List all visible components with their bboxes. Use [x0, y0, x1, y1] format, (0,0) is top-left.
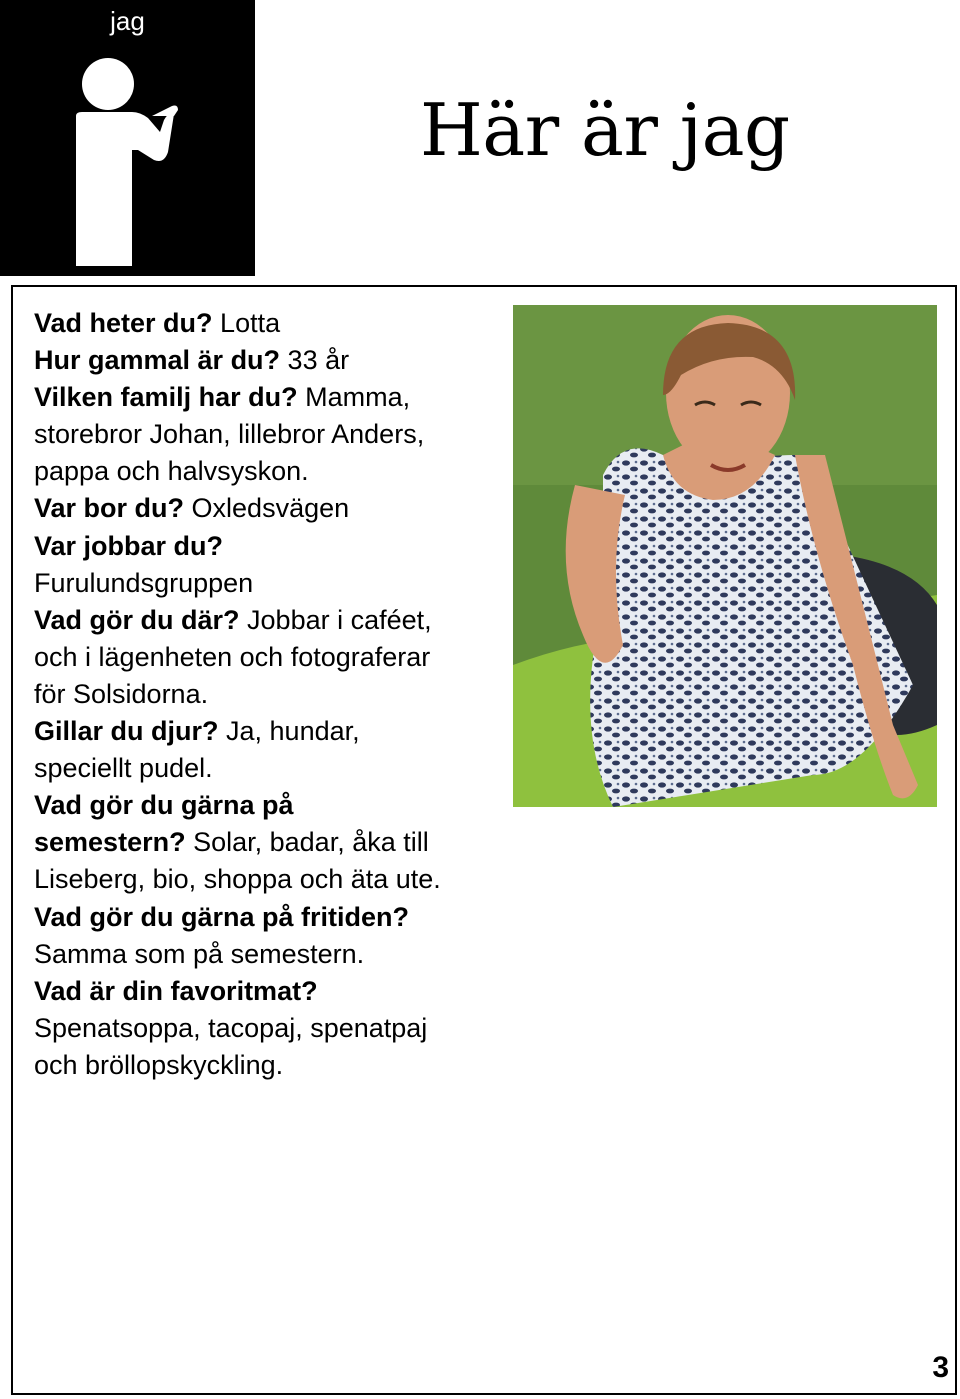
question: Gillar du djur?	[34, 716, 219, 747]
qa-line	[34, 713, 504, 750]
answer: Ja, hundar,	[218, 716, 360, 747]
answer: Spenatsoppa, tacopaj, spenatpaj	[34, 1012, 428, 1043]
answer: 33 år	[280, 345, 350, 376]
answer: Solar, badar, åka till	[185, 827, 429, 858]
qa-line	[34, 490, 504, 527]
qa-line	[34, 973, 504, 1010]
answer: för Solsidorna.	[34, 678, 209, 709]
question: Vad gör du gärna på fritiden?	[34, 901, 410, 932]
answer: Liseberg, bio, shoppa och äta ute.	[34, 864, 441, 895]
question: semestern?	[34, 827, 186, 858]
answer: Samma som på semestern.	[34, 938, 365, 969]
person-pointing-at-self-icon	[60, 52, 190, 272]
question-answer-list	[34, 305, 504, 1084]
page-title: Här är jag	[420, 88, 790, 172]
answer: och bröllopskyckling.	[34, 1049, 284, 1080]
qa-line	[34, 528, 504, 565]
question: Vad heter du?	[34, 308, 213, 338]
qa-line	[34, 787, 504, 824]
pictogram	[0, 0, 255, 276]
question: Var jobbar du?	[34, 530, 224, 561]
answer: Mamma,	[297, 382, 411, 413]
question: Vad gör du gärna på	[34, 790, 294, 821]
answer: storebror Johan, lillebror Anders,	[34, 419, 425, 450]
qa-line	[34, 899, 504, 936]
qa-line	[34, 824, 504, 861]
profile-photo	[513, 305, 937, 807]
answer: Furulundsgruppen	[34, 567, 254, 598]
profile-card	[11, 285, 957, 1395]
answer: speciellt pudel.	[34, 753, 213, 784]
qa-line	[34, 305, 504, 342]
question: Var bor du?	[34, 493, 185, 524]
qa-line	[34, 602, 504, 639]
question: Hur gammal är du?	[34, 345, 281, 376]
question: Vilken familj har du?	[34, 382, 298, 413]
answer: Jobbar i caféet,	[239, 604, 432, 635]
qa-line	[34, 342, 504, 379]
question: Vad är din favoritmat?	[34, 975, 318, 1006]
pictogram-label: jag	[110, 6, 145, 36]
answer: Oxledsvägen	[184, 493, 350, 524]
qa-line	[34, 379, 504, 416]
answer: och i lägenheten och fotograferar	[34, 641, 431, 672]
answer: Lotta	[212, 308, 281, 338]
question: Vad gör du där?	[34, 604, 240, 635]
page-number: 3	[932, 1351, 949, 1384]
answer: pappa och halvsyskon.	[34, 456, 309, 487]
